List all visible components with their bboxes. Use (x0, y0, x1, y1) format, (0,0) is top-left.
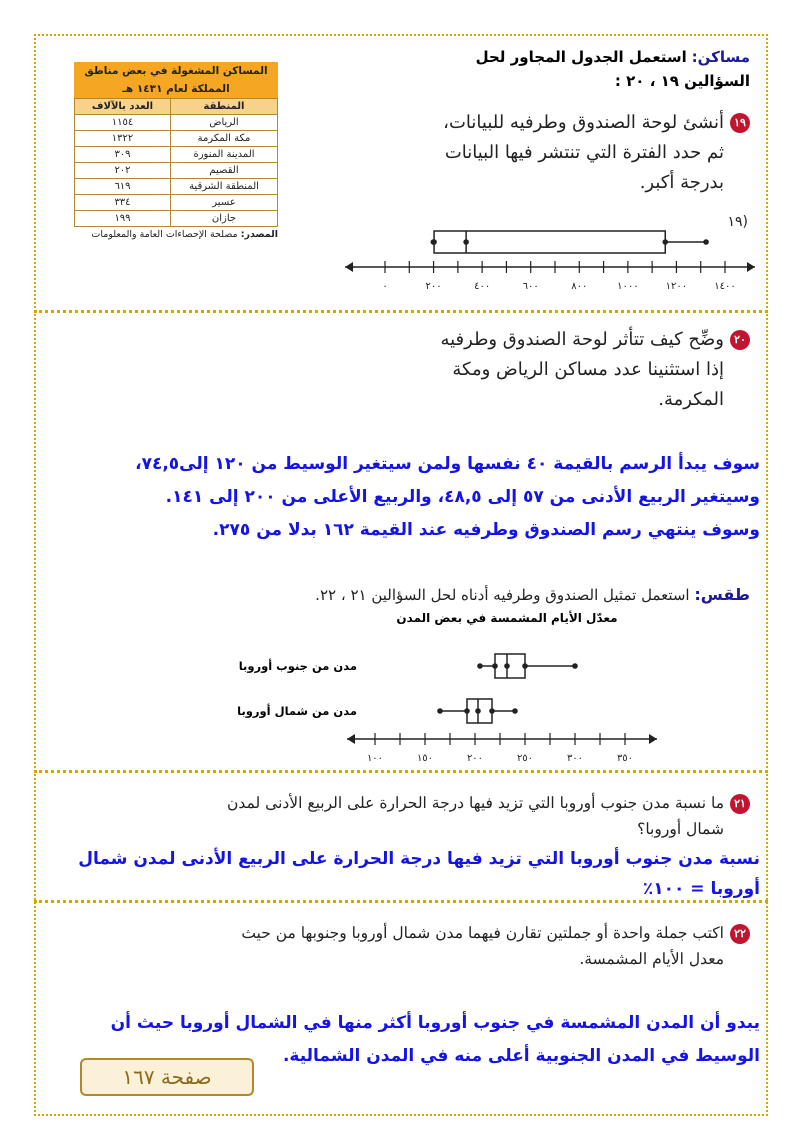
north-point (489, 708, 495, 714)
north-point (437, 708, 443, 714)
table-row (75, 163, 278, 179)
tick-label: ٤٠٠ (474, 281, 491, 292)
tick-label: ١٥٠ (416, 753, 434, 764)
table-title-line: المملكة لعام ١٤٣١ هـ (122, 83, 230, 95)
tick-label: ١٤٠٠ (714, 281, 736, 292)
data-table (74, 98, 278, 227)
series-label-south: مدن من جنوب أوروبا (238, 659, 357, 673)
tick-label: ١٢٠٠ (665, 281, 688, 292)
north-point (475, 708, 481, 714)
question-text: أنشئ لوحة الصندوق وطرفيه للبيانات، (443, 112, 724, 133)
answer-text: وسوف ينتهي رسم الصندوق وطرفيه عند القيمة ١٦٢ بدلا من ٢٧٥. (212, 520, 760, 540)
housing-point (662, 239, 668, 245)
question-text: بدرجة أكبر. (639, 172, 724, 193)
housing-intro (330, 45, 750, 93)
tick-label: ٠ (382, 281, 388, 292)
question-text: المكرمة. (658, 389, 724, 410)
question-number: ٢١ (730, 794, 750, 814)
column-header: المنطقة (171, 99, 278, 115)
question-text: معدل الأيام المشمسة. (579, 950, 724, 968)
answer-text: أوروبا = ١٠٠٪ (642, 879, 760, 899)
count-cell: ١٣٢٢ (75, 131, 171, 147)
question-text: اكتب جملة واحدة أو جملتين تقارن فيهما مدن شمال أوروبا وجنوبها من حيث (241, 924, 724, 942)
tick-label: ٢٠٠ (466, 753, 484, 764)
intro-text: استعمل تمثيل الصندوق وطرفيه أدناه لحل السؤالين ٢١ ، ٢٢. (315, 586, 690, 604)
question-number: ٢٢ (730, 924, 750, 944)
topic-label: طقس: (694, 585, 750, 604)
intro-text-2: السؤالين ١٩ ، ٢٠ : (614, 72, 750, 90)
answer-text: الوسيط في المدن الجنوبية أعلى منه في المدن الشمالية. (282, 1046, 760, 1066)
weather-intro (50, 585, 750, 604)
arrow-right-icon (747, 262, 755, 272)
tick-label: ٣٥٠ (616, 753, 634, 764)
housing-box-plot (340, 225, 760, 297)
table-row (75, 211, 278, 227)
section-divider (34, 310, 768, 313)
south-point (504, 663, 510, 669)
section-divider (34, 770, 768, 773)
question-text: شمال أوروبا؟ (637, 820, 724, 838)
topic-label: مساكن: (691, 48, 750, 66)
tick-label: ٢٠٠ (425, 281, 442, 292)
housing-point (703, 239, 709, 245)
table-source (74, 229, 278, 240)
tick-label: ٢٥٠ (516, 753, 534, 764)
region-cell: المنطقة الشرقية (171, 179, 278, 195)
table-row (75, 179, 278, 195)
column-header: العدد بالآلاف (75, 99, 171, 115)
housing-point (463, 239, 469, 245)
arrow-left-icon (347, 734, 355, 744)
page-number-badge: صفحة ١٦٧ (80, 1058, 254, 1096)
table-row (75, 131, 278, 147)
region-cell: المدينة المنورة (171, 147, 278, 163)
north-point (464, 708, 470, 714)
source-label: المصدر: (240, 229, 278, 240)
series-label-north: مدن من شمال أوروبا (237, 704, 357, 718)
tick-label: ٨٠٠ (571, 281, 588, 292)
answer-text: وسيتغير الربيع الأدنى من ٥٧ إلى ٤٨,٥، والربيع الأعلى من ٢٠٠ إلى ١٤١. (165, 487, 760, 507)
count-cell: ١١٥٤ (75, 115, 171, 131)
answer-text: نسبة مدن جنوب أوروبا التي تزيد فيها درجة الحرارة على الربيع الأدنى لمدن شمال (78, 849, 760, 869)
tick-label: ١٠٠ (366, 753, 384, 764)
sunny-days-box-plot (205, 608, 665, 768)
south-box (495, 654, 525, 678)
south-point (522, 663, 528, 669)
question-19 (330, 108, 750, 198)
table-row (75, 147, 278, 163)
question-text: ثم حدد الفترة التي تنتشر فيها البيانات (444, 142, 724, 163)
tick-label: ٦٠٠ (522, 281, 539, 292)
answer-20 (40, 448, 760, 547)
housing-point (431, 239, 437, 245)
intro-text: استعمل الجدول المجاور لحل (475, 48, 687, 66)
question-text: ما نسبة مدن جنوب أوروبا التي تزيد فيها درجة الحرارة على الربيع الأدنى لمدن (227, 794, 724, 812)
south-point (477, 663, 483, 669)
region-cell: مكة المكرمة (171, 131, 278, 147)
count-cell: ١٩٩ (75, 211, 171, 227)
region-cell: جازان (171, 211, 278, 227)
tick-label: ٣٠٠ (566, 753, 584, 764)
answer-reference: (١٩ (727, 214, 748, 230)
region-cell: الرياض (171, 115, 278, 131)
count-cell: ٣٣٤ (75, 195, 171, 211)
table-title (74, 62, 278, 98)
count-cell: ٦١٩ (75, 179, 171, 195)
count-cell: ٢٠٢ (75, 163, 171, 179)
question-21 (50, 790, 750, 842)
answer-21 (40, 844, 760, 904)
question-number: ١٩ (730, 113, 750, 133)
south-point (492, 663, 498, 669)
table-title-line: المساكن المشغولة في بعض مناطق (84, 65, 268, 77)
question-text: وضِّح كيف تتأثر لوحة الصندوق وطرفيه (440, 329, 724, 350)
north-point (512, 708, 518, 714)
answer-text: سوف يبدأ الرسم بالقيمة ٤٠ نفسها ولمن سيتغير الوسيط من ١٢٠ إلى٧٤,٥، (135, 454, 760, 474)
question-20 (310, 325, 750, 415)
arrow-left-icon (345, 262, 353, 272)
housing-table (74, 62, 278, 240)
question-text: إذا استثنينا عدد مساكن الرياض ومكة (452, 359, 724, 380)
chart-title: معدّل الأيام المشمسة في بعض المدن (396, 611, 618, 625)
count-cell: ٣٠٩ (75, 147, 171, 163)
tick-label: ١٠٠٠ (617, 281, 639, 292)
region-cell: القصيم (171, 163, 278, 179)
source-text: مصلحة الإحصاءات العامة والمعلومات (91, 229, 238, 240)
arrow-right-icon (649, 734, 657, 744)
table-row (75, 115, 278, 131)
region-cell: عسير (171, 195, 278, 211)
question-22 (50, 920, 750, 972)
answer-text: يبدو أن المدن المشمسة في جنوب أوروبا أكثر منها في الشمال أوروبا حيث أن (110, 1013, 760, 1033)
question-number: ٢٠ (730, 330, 750, 350)
table-row (75, 195, 278, 211)
south-point (572, 663, 578, 669)
